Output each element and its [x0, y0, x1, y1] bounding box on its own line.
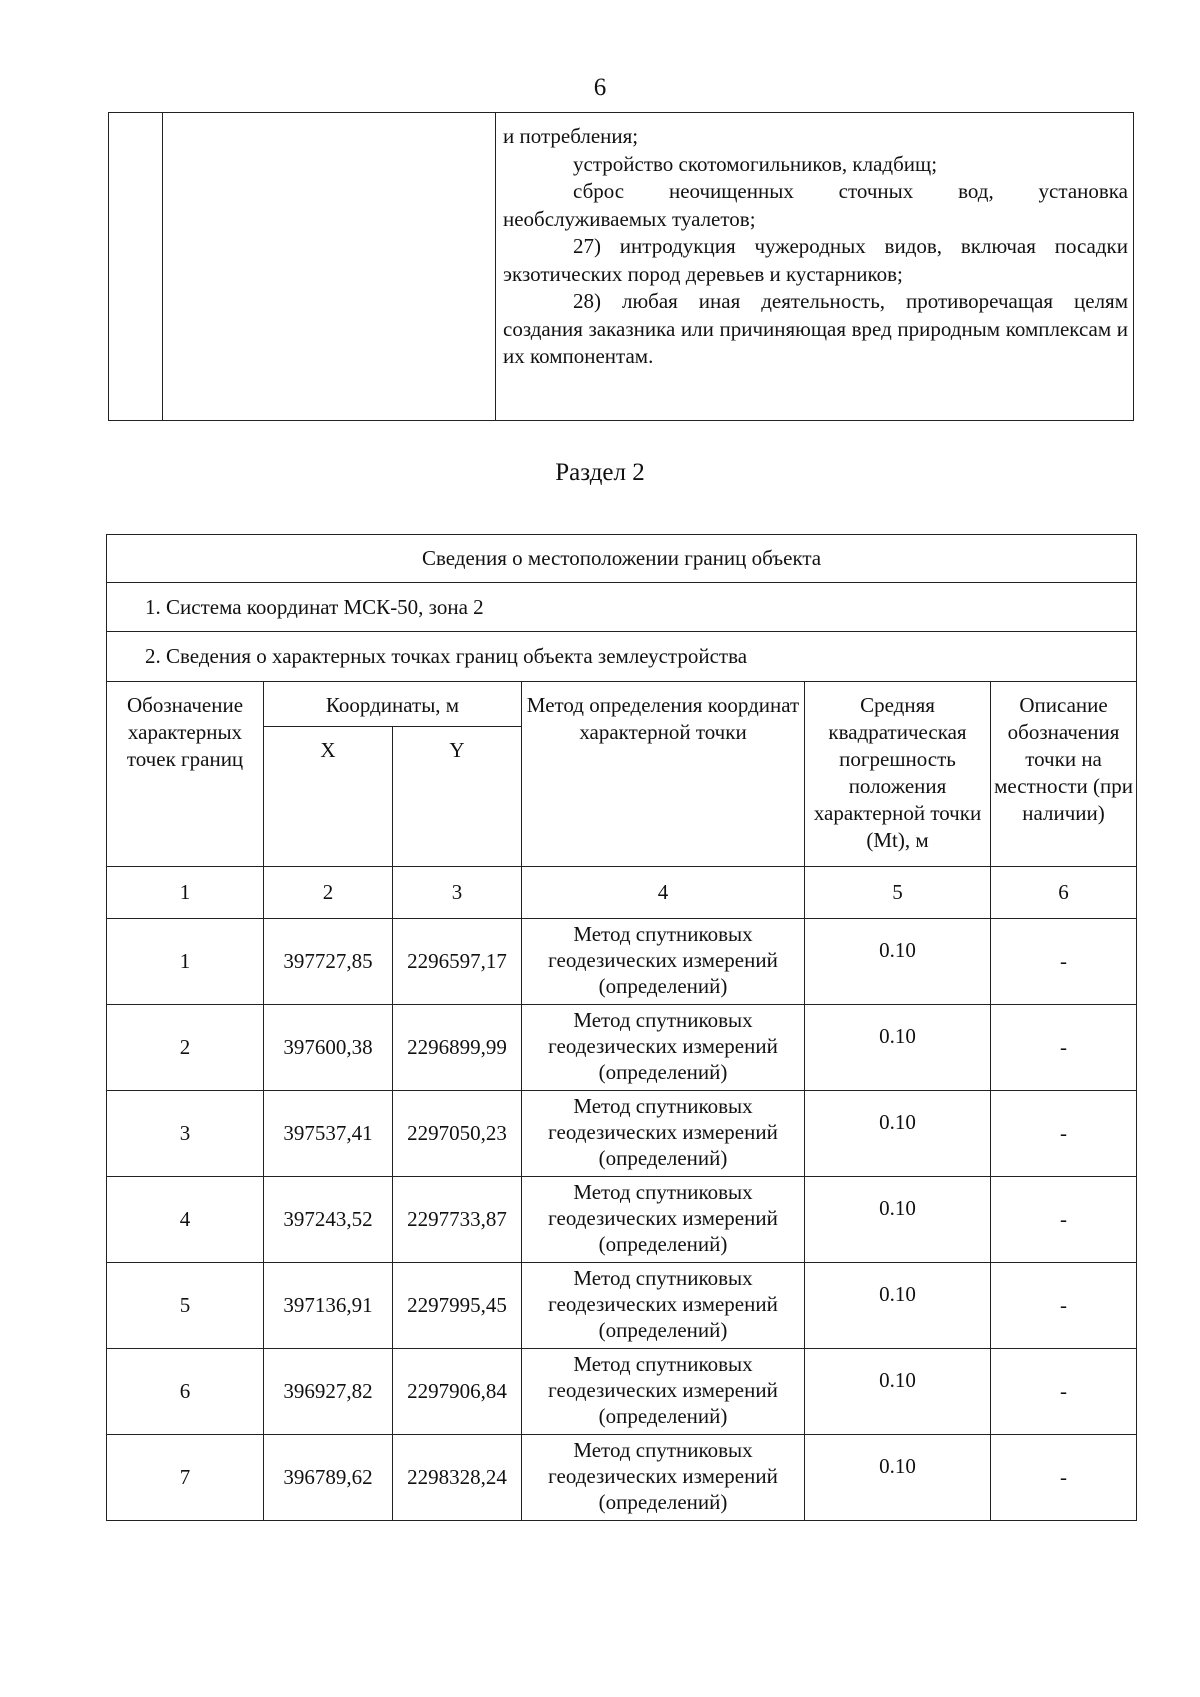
method: Метод спутниковых геодезических измерений (определений) [522, 1005, 805, 1091]
header-error: Средняя квадратическая погрешность положения характерной точки (Mt), м [805, 682, 991, 867]
coord-x: 396789,62 [264, 1435, 393, 1521]
coord-x: 396927,82 [264, 1349, 393, 1435]
table-row [107, 1435, 1137, 1521]
coord-x: 397537,41 [264, 1091, 393, 1177]
method: Метод спутниковых геодезических измерений (определений) [522, 1263, 805, 1349]
point-description: - [991, 919, 1137, 1005]
column-number: 1 [107, 867, 264, 919]
section-title: Раздел 2 [555, 459, 645, 486]
continuation-text [503, 123, 1128, 371]
boundary-points-table [106, 534, 1137, 1521]
error-value: 0.10 [805, 1435, 991, 1521]
coord-y: 2297050,23 [393, 1091, 522, 1177]
table-row [107, 1091, 1137, 1177]
table-row [107, 919, 1137, 1005]
error-value: 0.10 [805, 1005, 991, 1091]
column-divider [495, 113, 496, 420]
coord-y: 2297906,84 [393, 1349, 522, 1435]
error-value: 0.10 [805, 1349, 991, 1435]
point-description: - [991, 1349, 1137, 1435]
column-number: 5 [805, 867, 991, 919]
point-number: 2 [107, 1005, 264, 1091]
point-number: 5 [107, 1263, 264, 1349]
table-row [107, 1349, 1137, 1435]
point-number: 7 [107, 1435, 264, 1521]
column-number: 2 [264, 867, 393, 919]
method: Метод спутниковых геодезических измерений (определений) [522, 1435, 805, 1521]
coord-x: 397600,38 [264, 1005, 393, 1091]
continuation-table [108, 112, 1134, 421]
table-title: Сведения о местоположении границ объекта [107, 535, 1137, 583]
table-row [107, 1263, 1137, 1349]
coord-x: 397136,91 [264, 1263, 393, 1349]
point-description: - [991, 1177, 1137, 1263]
points-caption: 2. Сведения о характерных точках границ объекта землеустройства [107, 632, 1137, 682]
coord-x: 397243,52 [264, 1177, 393, 1263]
error-value: 0.10 [805, 1091, 991, 1177]
method: Метод спутниковых геодезических измерений (определений) [522, 919, 805, 1005]
point-number: 6 [107, 1349, 264, 1435]
error-value: 0.10 [805, 1263, 991, 1349]
point-description: - [991, 1005, 1137, 1091]
column-number: 4 [522, 867, 805, 919]
method: Метод спутниковых геодезических измерений (определений) [522, 1349, 805, 1435]
page-number: 6 [593, 74, 607, 101]
method: Метод спутниковых геодезических измерений (определений) [522, 1177, 805, 1263]
point-description: - [991, 1091, 1137, 1177]
header-x: X [264, 727, 393, 867]
continuation-line: устройство скотомогильников, кладбищ; [573, 151, 938, 176]
header-designation: Обозначение характерных точек границ [107, 682, 264, 867]
error-value: 0.10 [805, 1177, 991, 1263]
coord-y: 2298328,24 [393, 1435, 522, 1521]
coord-y: 2296597,17 [393, 919, 522, 1005]
coordinate-system: 1. Система координат МСК-50, зона 2 [107, 583, 1137, 632]
continuation-line: 28) любая иная деятельность, противоречащая целям создания заказника или причиняющая вред природным комплексам и их компонентам. [503, 289, 1128, 368]
point-description: - [991, 1435, 1137, 1521]
continuation-line: сброс неочищенных сточных вод, установка необслуживаемых туалетов; [503, 179, 1128, 231]
point-number: 4 [107, 1177, 264, 1263]
header-y: Y [393, 727, 522, 867]
coord-y: 2297733,87 [393, 1177, 522, 1263]
point-description: - [991, 1263, 1137, 1349]
point-number: 3 [107, 1091, 264, 1177]
header-description: Описание обозначения точки на местности (при наличии) [991, 682, 1137, 867]
method: Метод спутниковых геодезических измерений (определений) [522, 1091, 805, 1177]
column-number: 3 [393, 867, 522, 919]
continuation-line: и потребления; [503, 124, 639, 148]
table-row [107, 1005, 1137, 1091]
error-value: 0.10 [805, 919, 991, 1005]
table-row [107, 1177, 1137, 1263]
coord-x: 397727,85 [264, 919, 393, 1005]
continuation-line: 27) интродукция чужеродных видов, включая посадки экзотических пород деревьев и кустарников; [503, 234, 1128, 286]
coord-y: 2296899,99 [393, 1005, 522, 1091]
column-divider [162, 113, 163, 420]
header-coordinates: Координаты, м [264, 682, 522, 727]
point-number: 1 [107, 919, 264, 1005]
column-number: 6 [991, 867, 1137, 919]
coord-y: 2297995,45 [393, 1263, 522, 1349]
header-method: Метод определения координат характерной точки [522, 682, 805, 867]
